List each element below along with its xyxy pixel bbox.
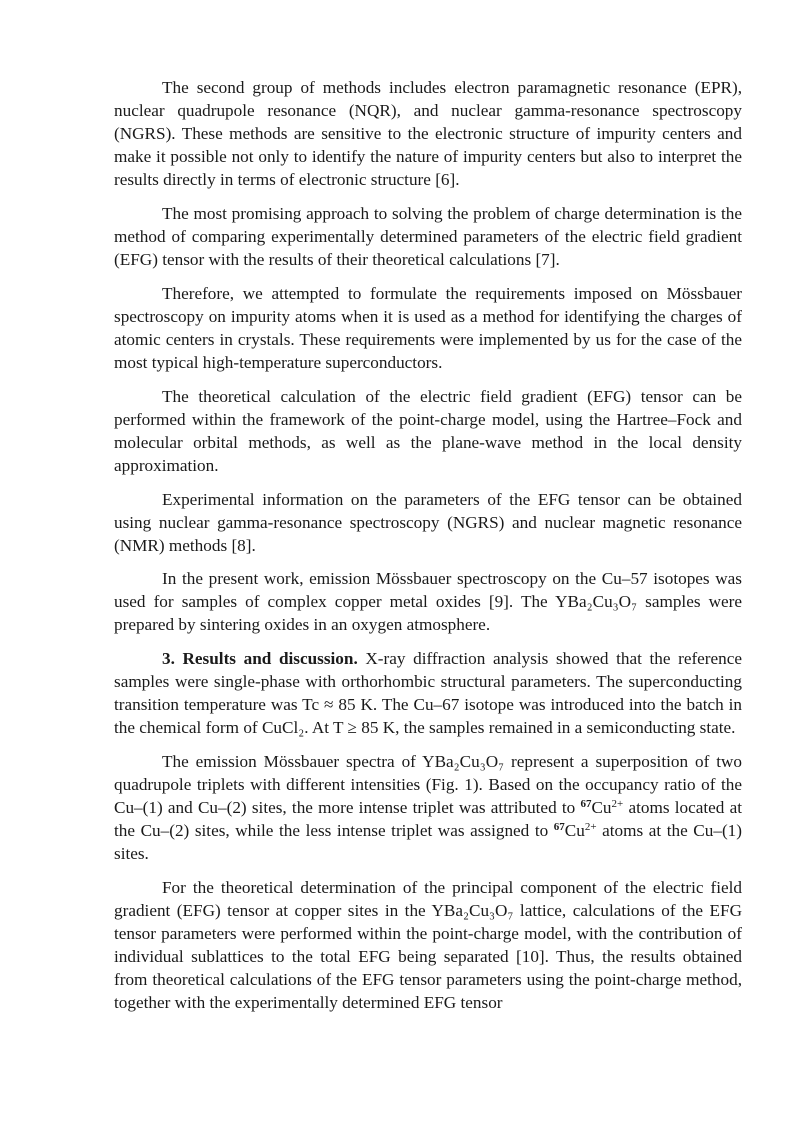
mass-number-superscript: 67 [553,821,565,834]
paragraph-mossbauer-requirements: Therefore, we attempted to formulate the requirements imposed on Mössbauer spectroscopy on impurity atoms when it is used as a method for identifying the charges of atomic centers in crystals. These requirements were implemented by us for the case of the most typical high-temperature superconductors. [114,283,742,373]
results-text: X-ray diffraction analysis showed that the reference samples were single-phase with orthorhombic structural parameters. The superconducting transition temperature was Tc ≈ 85 K. The Cu–67 isotope was introduced into the batch in the chemical form of CuCl₂. At T ≥ 85 K, the samples remained in a semiconducting state. [114,649,742,738]
charge-superscript: 2+ [611,798,624,811]
paragraph-theoretical-determination: For the theoretical determination of the principal component of the electric field gradient (EFG) tensor at copper sites in the YBa₂Cu₃O₇ lattice, calculations of the EFG tensor parameters were performed within the point-charge model, with the contribution of individual sublattices to the total EFG being separated [10]. Thus, the results obtained from theoretical calculations of the EFG tensor parameters using the point-charge method, together with the experimentally determined EFG tensor [114,877,742,1013]
paragraph-epr-nqr-ngrs: The second group of methods includes electron paramagnetic resonance (EPR), nuclear quadrupole resonance (NQR), and nuclear gamma-resonance spectroscopy (NGRS). These methods are sensitive to the electronic structure of impurity centers and make it possible not only to identify the nature of impurity centers but also to interpret the results directly in terms of electronic structure [6]. [114,78,742,190]
paragraph-efg-calculation: The theoretical calculation of the electric field gradient (EFG) tensor can be performed within the framework of the point-charge model, using the Hartree–Fock and molecular orbital methods, as well as the plane-wave method in the local density approximation. [114,386,742,475]
spectra-text-b: atoms located at the Cu–(2) sites, while the less intense triplet was assigned to [114,798,742,841]
element-symbol: Cu [591,798,612,818]
paragraph-results-discussion [114,647,742,739]
element-symbol: Cu [564,821,585,841]
mass-number-superscript: 67 [580,798,592,811]
paragraph-emission-spectra [114,750,742,865]
paragraph-experimental-information: Experimental information on the parameters of the EFG tensor can be obtained using nuclear gamma-resonance spectroscopy (NGRS) and nuclear magnetic resonance (NMR) methods [8]. [114,489,742,555]
spectra-text-c: atoms at the Cu–(1) sites. [114,821,743,864]
charge-superscript: 2+ [584,821,597,834]
section-heading: 3. Results and discussion. [162,649,358,669]
paragraph-present-work: In the present work, emission Mössbauer spectroscopy on the Cu–57 isotopes was used for samples of complex copper metal oxides [9]. The YBa₂Cu₃O₇ samples were prepared by sintering oxides in an oxygen atmosphere. [114,569,742,635]
paragraph-charge-determination: The most promising approach to solving the problem of charge determination is the method of comparing experimentally determined parameters of the electric field gradient (EFG) tensor with the results of their theoretical calculations [7]. [114,203,742,270]
spectra-text-a: The emission Mössbauer spectra of YBa₂Cu₃O₇ represent a superposition of two quadrupole triplets with different intensities (Fig. 1). Based on the occupancy ratio of the Cu–(1) and Cu–(2) sites, the more intense triplet was attributed to [114,751,742,818]
